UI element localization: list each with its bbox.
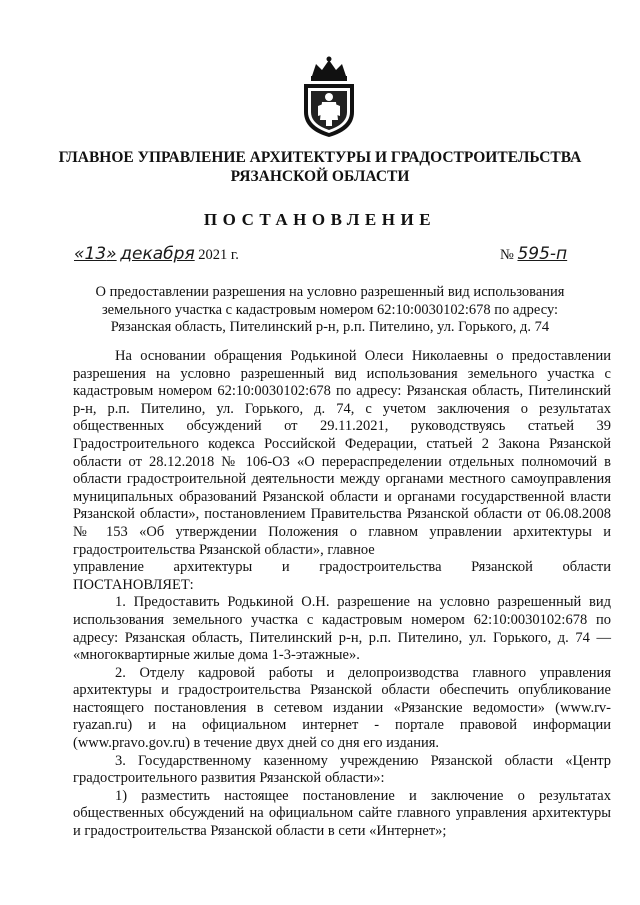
date-close-quote: » [106,244,117,264]
subject-line-3: Рязанская область, Пителинский р-н, р.п. Пителино, ул. Горького, д. 74 [110,319,550,335]
subject-line-1: О предоставлении разрешения на условно разрешенный вид использования [95,284,565,300]
document-number [500,244,567,264]
coat-of-arms-icon [298,56,360,138]
date-month: декабря [120,244,195,264]
date-day: 13 [84,244,107,264]
number-value: 595-п [517,244,568,264]
preamble-paragraph: На основании обращения Родькиной Олеси Николаевны о предоставлении разрешения на условно разрешенный вид использования земельного участка с кадастровым номером 62:10:0030102:678 по адресу: Рязанская область, Пителинский р-н, р.п. Пителино, ул. Горького, д. 74, с учетом заключения о результатах общественных обсуждений от 29.11.2021, руководствуясь статьей 39 Градостроительного кодекса Российской Федерации, статьей 2 Закона Рязанской области от 28.12.2018 № 106-ОЗ «О перераспределении отдельных полномочий в области градостроительной деятельности между органами местного самоуправления муниципальных образований Рязанской области и органами государственной власти Рязанской области», постановлением Правительства Рязанской области от 06.08.2008 № 153 «Об утверждении Положения о главном управлении архитектуры и градостроительства Рязанской области», главное [73,348,611,558]
item-3-1-paragraph: 1) разместить настоящее постановление и заключение о результатах общественных обсуждений на официальном сайте главного управления архитектуры и градостроительства Рязанской области в сети «Интернет»; [73,787,611,840]
date-year: 2021 г. [198,247,239,263]
item-3-paragraph: 3. Государственному казенному учреждению Рязанской области «Центр градостроительного развития Рязанской области»: [73,752,611,787]
date-open-quote: « [74,244,85,264]
document-body [73,348,611,841]
preamble-tail: управление архитектуры и градостроительства Рязанской области [73,559,611,576]
decree-word: ПОСТАНОВЛЯЕТ: [73,576,194,593]
number-prefix: № [500,247,514,263]
organization-line-1: ГЛАВНОЕ УПРАВЛЕНИЕ АРХИТЕКТУРЫ И ГРАДОСТРОИТЕЛЬСТВА [58,149,582,166]
item-1-paragraph: 1. Предоставить Родькиной О.Н. разрешение на условно разрешенный вид использования земельного участка с кадастровым номером 62:10:0030102:678 по адресу: Рязанская область, Пителинский р-н, р.п. Пителино, ул. Горького, д. 74 — «многоквартирные жилые дома 1-3-этажные». [73,594,611,664]
organization-line-2: РЯЗАНСКОЙ ОБЛАСТИ [230,168,410,185]
item-2-paragraph: 2. Отделу кадровой работы и делопроизводства главного управления архитектуры и градостроительства Рязанской области обеспечить опубликование настоящего постановления в сетевом издании «Рязанские ведомости» (www.rv-ryazan.ru) и на официальном интернет - портале правовой информации (www.pravo.gov.ru) в течение двух дней со дня его издания. [73,664,611,752]
subject-line-2: земельного участка с кадастровым номером 62:10:0030102:678 по адресу: [101,301,559,318]
document-date [74,244,239,264]
document-title: ПОСТАНОВЛЕНИЕ [203,210,437,229]
organization-name [0,148,640,186]
document-subject [60,284,600,337]
